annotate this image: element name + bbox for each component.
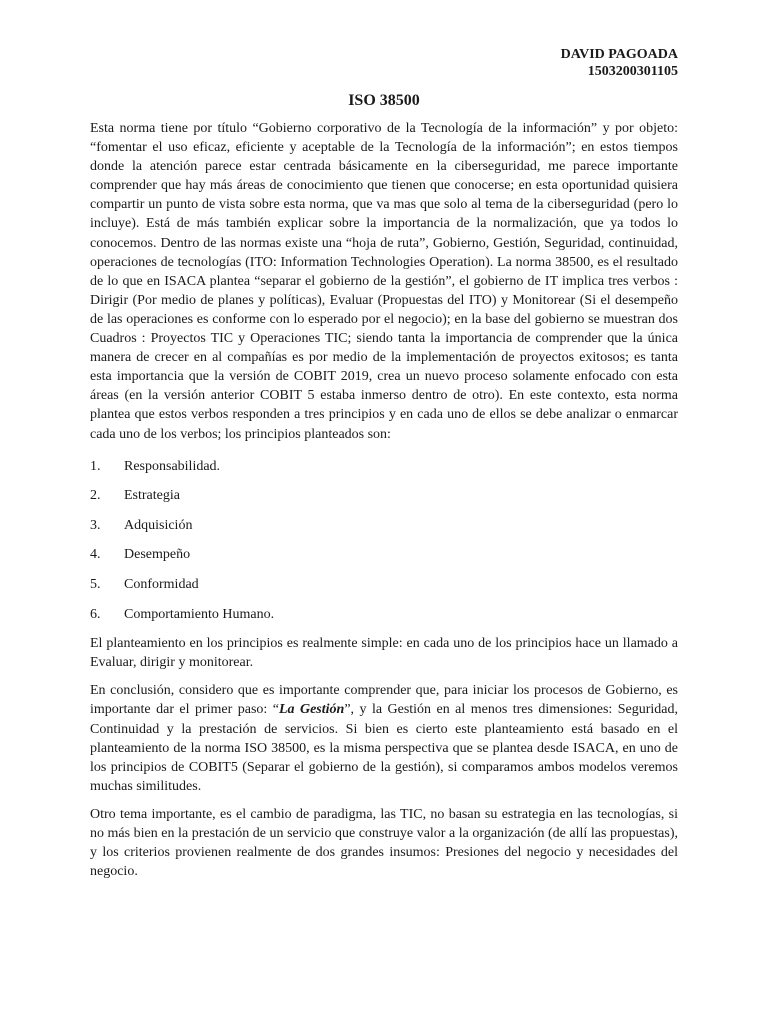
list-item-label: Conformidad [124,576,199,592]
document-page [90,46,678,890]
list-item-label: Estrategia [124,488,180,504]
conclusion-text-start: En conclusión, considero que es importante comprender que, para iniciar los procesos de Gobierno, es importante dar el primer paso: “ [90,683,678,718]
list-item [90,516,678,535]
author-header [90,46,678,80]
list-item-number: 6. [90,606,101,622]
list-item [90,486,678,505]
principles-list [90,457,678,624]
list-item-label: Desempeño [124,547,191,563]
document-title: ISO 38500 [348,92,420,109]
intro-paragraph: Esta norma tiene por título “Gobierno corporativo de la Tecnología de la información” y por objeto: “fomentar el uso eficaz, eficiente y aceptable de la Tecnología de la información”; en estos tiempos donde la atención parece estar centrada básicamente en la ciberseguridad, me parece importante comprender que hay más áreas de conocimiento que tienen que conocerse; en esta oportunidad quisiera compartir un punto de vista sobre esta norma, que va mas que solo al tema de la ciberseguridad (pero lo incluye). Está de más también explicar sobre la importancia de la normalización, que ya todos lo conocemos. Dentro de las normas existe una “hoja de ruta”, Gobierno, Gestión, Seguridad, continuidad, operaciones de tecnologías (ITO: Information Technologies Operation). La norma 38500, es el resultado de lo que en ISACA plantea “separar el gobierno de la gestión”, el gobierno de IT implica tres verbos : Dirigir (Por medio de planes y políticas), Evaluar (Propuestas del ITO) y Monitorear (Si el desempeño de las operaciones es conforme con lo esperado por el negocio); en la base del gobierno se muestran dos Cuadros : Proyectos TIC y Operaciones TIC; siendo tanta la importancia de comprender que la única manera de crecer en al compañías es por medio de la implementación de proyectos exitosos; es tanta esta importancia que la versión de COBIT 2019, crea un nuevo proceso solamente enfocado con esta áreas (en la versión anterior COBIT 5 estaba inmerso dentro de otro). En este contexto, esta norma plantea que estos verbos responden a tres principios y en cada uno de ellos se debe analizar o enmarcar cada uno de los verbos; los principios planteados son: [90,121,678,442]
list-item-number: 5. [90,576,101,592]
list-item-number: 1. [90,458,101,474]
paradigm-paragraph: Otro tema importante, es el cambio de paradigma, las TIC, no basan su estrategia en las tecnologías, si no más bien en la prestación de un servicio que construye valor a la organización (de allí las propuestas), y los criterios provienen realmente de dos grandes insumos: Presiones del negocio y necesidades del negocio. [90,806,678,880]
conclusion-text-end: ”, y la Gestión en al menos tres dimensiones: Seguridad, Continuidad y la prestación de servicios. Si bien es cierto este planteamiento está basado en el planteamiento de la norma ISO 38500, es la misma perspectiva que se plantea desde ISACA, en uno de los principios de COBIT5 (Separar el gobierno de la gestión), si comparamos ambos modelos veremos muchas similitudes. [90,702,678,794]
list-item [90,575,678,594]
list-item-label: Adquisición [124,517,193,533]
list-item-label: Comportamiento Humano. [124,606,275,622]
list-item-number: 3. [90,517,101,533]
author-name: DAVID PAGOADA [560,47,678,62]
student-id: 1503200301105 [587,64,678,79]
principles-summary-paragraph: El planteamiento en los principios es realmente simple: en cada uno de los principios hace un llamado a Evaluar, dirigir y monitorear. [90,636,678,671]
list-item [90,457,678,476]
list-item [90,605,678,624]
conclusion-paragraph [90,681,678,796]
list-item-label: Responsabilidad. [124,458,221,474]
conclusion-emphasis: La Gestión [278,702,345,718]
list-item [90,545,678,564]
list-item-number: 4. [90,547,101,563]
list-item-number: 2. [90,488,101,504]
